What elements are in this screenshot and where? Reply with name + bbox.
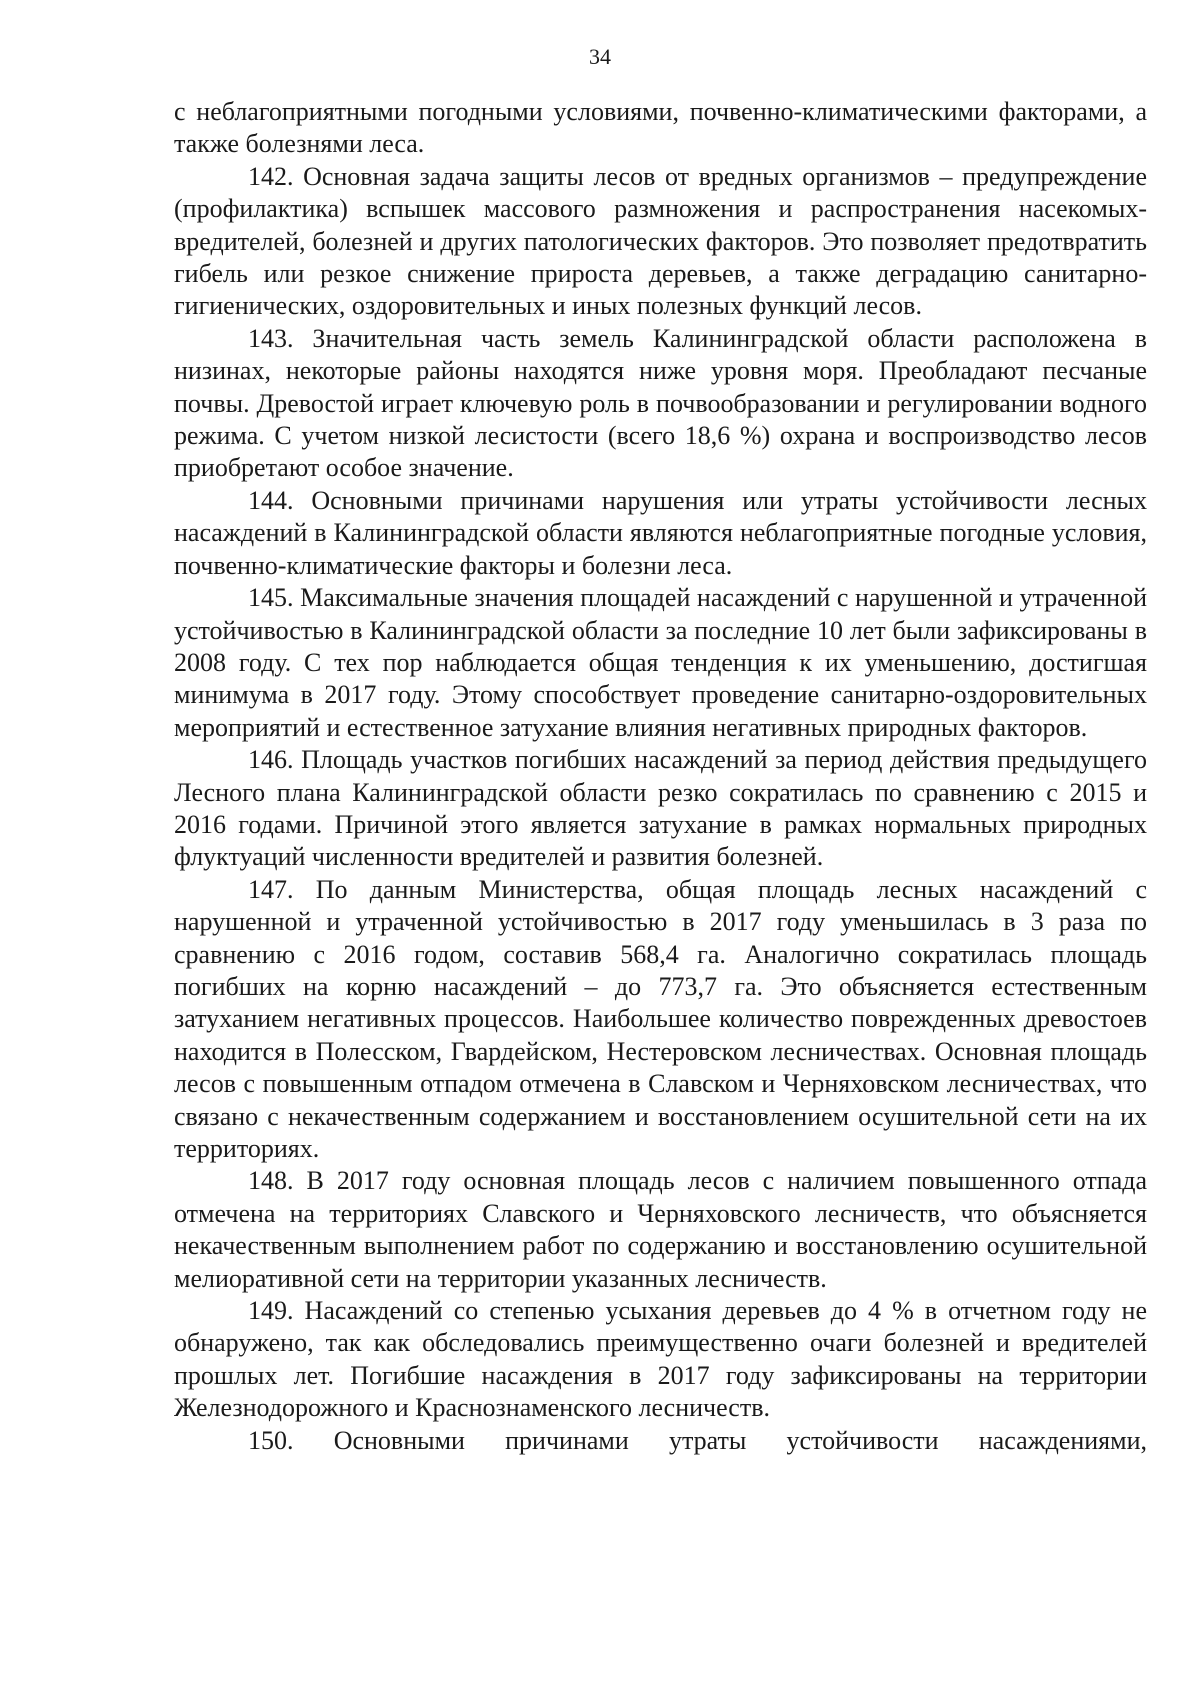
paragraph-148: 148. В 2017 году основная площадь лесов с наличием повышенного отпада отмечена на территориях Славского и Черняховского лесничеств, что объясняется некачественным выполнением работ по содержанию и восстановлению осушительной мелиоративной сети на территории указанных лесничеств. xyxy=(174,1166,1147,1293)
paragraph-143: 143. Значительная часть земель Калининградской области расположена в низинах, некоторые районы находятся ниже уровня моря. Преобладают песчаные почвы. Древостой играет ключевую роль в почвообразовании и регулировании водного режима. С учетом низкой лесистости (всего 18,6 %) охрана и воспроизводство лесов приобретают особое значение. xyxy=(174,323,1147,483)
paragraph-149: 149. Насаждений со степенью усыхания деревьев до 4 % в отчетном году не обнаружено, так как обследовались преимущественно очаги болезней и вредителей прошлых лет. Погибшие насаждения в 2017 году зафиксированы на территории Железнодорожного и Краснознаменского лесничеств. xyxy=(174,1296,1147,1423)
paragraph-147: 147. По данным Министерства, общая площадь лесных насаждений с нарушенной и утраченной устойчивостью в 2017 году уменьшилась в 3 раза по сравнению с 2016 годом, составив 568,4 га. Аналогично сократилась площадь погибших на корню насаждений – до 773,7 га. Это объясняется естественным затуханием негативных процессов. Наибольшее количество поврежденных древостоев находится в Полесском, Гвардейском, Нестеровском лесничествах. Основная площадь лесов с повышенным отпадом отмечена в Славском и Черняховском лесничествах, что связано с некачественным содержанием и восстановлением осушительной сети на их территориях. xyxy=(174,874,1147,1163)
paragraph-150: 150. Основными причинами утраты устойчивости насаждениями, xyxy=(248,1425,1147,1455)
paragraph-146: 146. Площадь участков погибших насаждений за период действия предыдущего Лесного плана Калининградской области резко сократилась по сравнению с 2015 и 2016 годами. Причиной этого является затухание в рамках нормальных природных флуктуаций численности вредителей и развития болезней. xyxy=(174,745,1147,872)
document-body xyxy=(174,96,1147,1457)
paragraph-continuation: с неблагоприятными погодными условиями, почвенно-климатическими факторами, а также болезнями леса. xyxy=(174,97,1147,159)
paragraph-145: 145. Максимальные значения площадей насаждений с нарушенной и утраченной устойчивостью в Калининградской области за последние 10 лет были зафиксированы в 2008 году. С тех пор наблюдается общая тенденция к их уменьшению, достигшая минимума в 2017 году. Этому способствует проведение санитарно-оздоровительных мероприятий и естественное затухание влияния негативных природных факторов. xyxy=(174,583,1147,742)
page-number: 34 xyxy=(589,44,611,69)
paragraph-144: 144. Основными причинами нарушения или утраты устойчивости лесных насаждений в Калининградской области являются неблагоприятные погодные условия, почвенно-климатические факторы и болезни леса. xyxy=(174,485,1147,580)
paragraph-142: 142. Основная задача защиты лесов от вредных организмов – предупреждение (профилактика) вспышек массового размножения и распространения насекомых-вредителей, болезней и других патологических факторов. Это позволяет предотвратить гибель или резкое снижение прироста деревьев, а также деградацию санитарно-гигиенических, оздоровительных и иных полезных функций лесов. xyxy=(174,161,1147,321)
